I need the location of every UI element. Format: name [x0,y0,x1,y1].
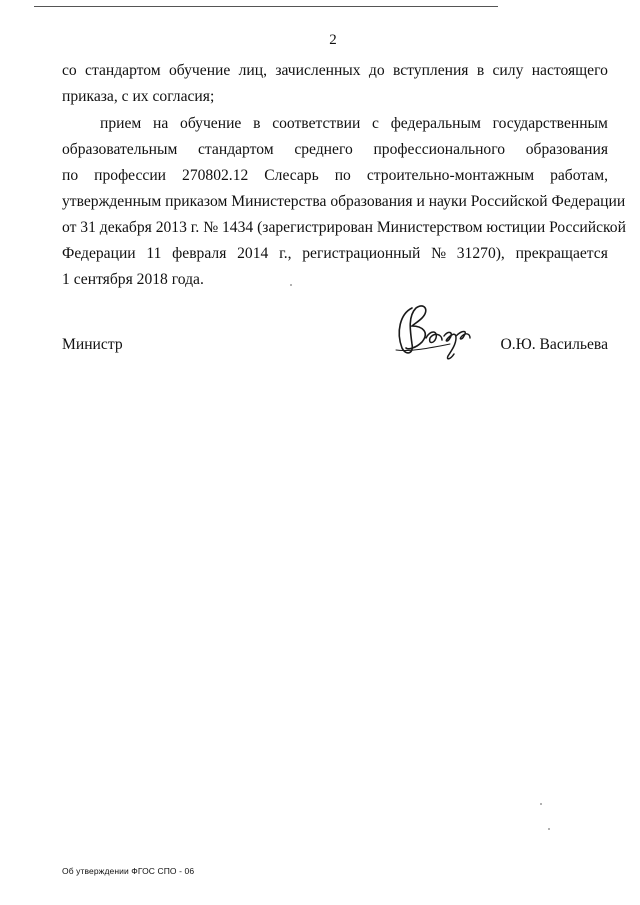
word: 2014 [237,245,269,262]
paragraph-2-line-3 [62,163,608,189]
word: лиц, [238,62,268,79]
word: стандартом [85,62,161,79]
word: соответствии [272,115,361,132]
word: в [476,62,485,79]
word: образовательным [62,141,178,158]
paragraph-1-line-2: приказа, с их согласия; [62,88,215,105]
word: по [62,167,79,184]
word: обучение [180,115,242,132]
paragraph-1-line-1 [62,58,608,84]
signatory-name: О.Ю. Васильева [500,336,608,353]
word: прекращается [515,245,608,262]
word: обучение [169,62,231,79]
word: регистрационный [302,245,421,262]
page-number: 2 [329,32,337,48]
word: государственным [492,115,608,132]
word: работам, [550,167,608,184]
scan-speck [290,284,292,286]
footer-note: Об утверждении ФГОС СПО - 06 [62,866,195,876]
word: до [368,62,385,79]
paragraph-2-line-2 [62,137,608,163]
paragraph-2-line-5: от 31 декабря 2013 г. № 1434 (зарегистрирован Министерством юстиции Российской [62,219,626,236]
word: среднего [294,141,353,158]
word: г., [279,245,292,262]
paragraph-2-line-6 [62,241,608,267]
word: прием [100,115,142,132]
word: настоящего [531,62,608,79]
word: зачисленных [275,62,361,79]
paragraph-1 [62,58,608,110]
word: Слесарь [264,167,319,184]
word: профессионального [373,141,506,158]
word: со [62,62,77,79]
word: вступления [392,62,469,79]
word: строительно-монтажным [366,167,535,184]
word: № [431,245,446,262]
paragraph-2 [62,111,626,293]
word: на [153,115,169,132]
word: федеральным [390,115,481,132]
word: силу [492,62,524,79]
word: профессии [94,167,167,184]
scan-speck [548,828,550,830]
signature-block [62,336,608,366]
top-border-line [34,6,498,7]
word: 31270), [456,245,505,262]
word: в [253,115,261,132]
paragraph-2-line-4: утвержденным приказом Министерства образования и науки Российской Федерации [62,193,626,210]
word: образования [525,141,608,158]
word: 11 [146,245,162,262]
word: стандартом [198,141,274,158]
word: февраля [172,245,227,262]
word: 270802.12 [182,167,249,184]
paragraph-2-line-1 [100,111,608,137]
paragraph-2-line-7: 1 сентября 2018 года. [62,271,204,288]
scan-speck [540,803,542,805]
word: Федерации [62,245,136,262]
word: по [334,167,351,184]
signatory-title: Министр [62,336,123,353]
word: с [372,115,379,132]
